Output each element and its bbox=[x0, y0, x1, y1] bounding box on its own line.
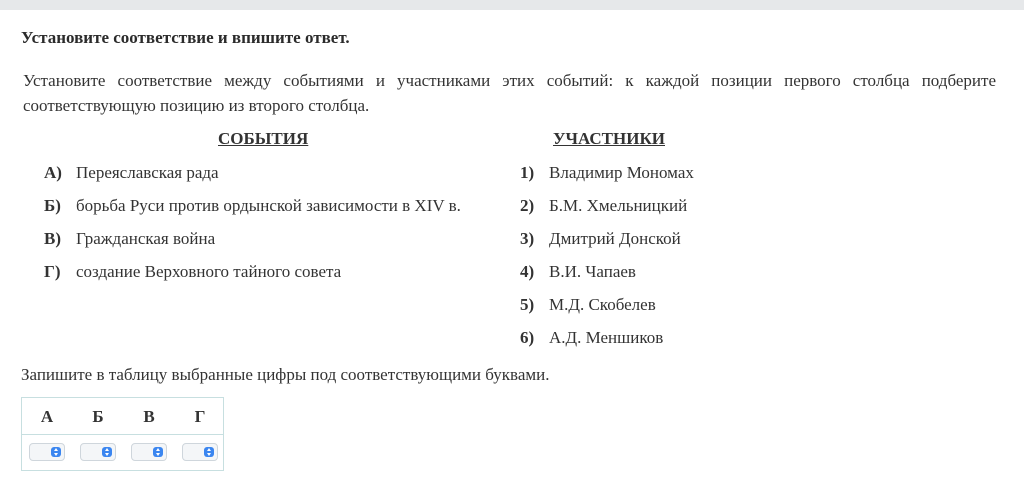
event-text: борьба Руси против ордынской зависимости в XIV в. bbox=[76, 196, 461, 215]
question-text: Установите соответствие между событиями и участниками этих событий: к каждой позиции первого столбца подберите соответствующую позицию из второго столбца. bbox=[23, 71, 996, 115]
participant-text: Дмитрий Донской bbox=[549, 229, 681, 248]
participant-text: В.И. Чапаев bbox=[549, 262, 636, 281]
event-key: В) bbox=[44, 229, 61, 248]
answer-header-g: Г bbox=[194, 407, 206, 426]
events-column-header: СОБЫТИЯ bbox=[218, 129, 309, 148]
answer-header-v: В bbox=[143, 407, 155, 426]
answer-select-g[interactable] bbox=[182, 443, 218, 461]
participant-item bbox=[520, 328, 663, 348]
event-item bbox=[44, 229, 215, 249]
select-arrows-icon bbox=[204, 447, 214, 457]
participant-key: 6) bbox=[520, 328, 535, 347]
participant-key: 2) bbox=[520, 196, 535, 215]
event-item bbox=[44, 163, 219, 183]
participant-item bbox=[520, 229, 681, 249]
event-key: А) bbox=[44, 163, 62, 182]
event-item bbox=[44, 262, 341, 282]
participant-item bbox=[520, 262, 636, 282]
select-arrows-icon bbox=[51, 447, 61, 457]
top-bar bbox=[0, 0, 1024, 10]
select-arrows-icon bbox=[102, 447, 112, 457]
event-text: Переяславская рада bbox=[76, 163, 219, 182]
participant-text: Владимир Мономах bbox=[549, 163, 694, 182]
participant-key: 1) bbox=[520, 163, 535, 182]
select-arrows-icon bbox=[153, 447, 163, 457]
answer-select-v[interactable] bbox=[131, 443, 167, 461]
event-item bbox=[44, 196, 461, 216]
event-key: Г) bbox=[44, 262, 61, 281]
participant-text: А.Д. Меншиков bbox=[549, 328, 664, 347]
task-title: Установите соответствие и впишите ответ. bbox=[21, 28, 350, 47]
participant-item bbox=[520, 196, 687, 216]
event-text: создание Верховного тайного совета bbox=[76, 262, 342, 281]
answer-table bbox=[21, 397, 224, 471]
participant-key: 3) bbox=[520, 229, 535, 248]
participant-item bbox=[520, 295, 656, 315]
answer-select-b[interactable] bbox=[80, 443, 116, 461]
participant-item bbox=[520, 163, 694, 183]
participant-text: Б.М. Хмельницкий bbox=[549, 196, 688, 215]
event-text: Гражданская война bbox=[76, 229, 216, 248]
participant-text: М.Д. Скобелев bbox=[549, 295, 656, 314]
participant-key: 5) bbox=[520, 295, 535, 314]
participants-column-header: УЧАСТНИКИ bbox=[553, 129, 665, 148]
answer-table-header bbox=[22, 398, 223, 435]
answer-select-a[interactable] bbox=[29, 443, 65, 461]
participant-key: 4) bbox=[520, 262, 535, 281]
instruction-text: Запишите в таблицу выбранные цифры под соответствующими буквами. bbox=[21, 365, 550, 384]
answer-header-b: Б bbox=[92, 407, 104, 426]
answer-header-a: А bbox=[40, 407, 54, 426]
event-key: Б) bbox=[44, 196, 61, 215]
